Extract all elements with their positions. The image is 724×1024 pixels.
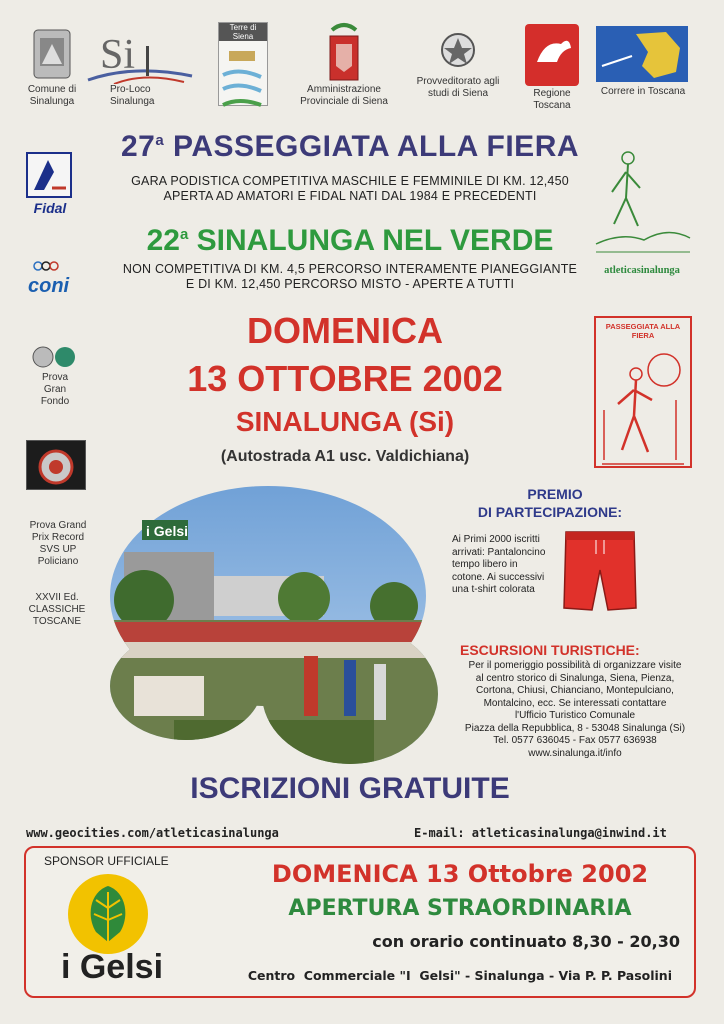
escursioni-line: Tel. 0577 636045 - Fax 0577 636938 bbox=[493, 735, 657, 746]
photo-sign-text: i Gelsi bbox=[146, 523, 189, 539]
race-photo-illustration bbox=[104, 480, 438, 770]
grand-prix-caption: Prova Grand Prix Record SVS UP Policiano bbox=[29, 520, 87, 567]
event2-title-text: SINALUNGA NEL VERDE bbox=[196, 224, 554, 257]
stamp-title: PASSEGGIATA ALLA FIERA bbox=[605, 322, 681, 340]
escursioni-text bbox=[440, 660, 710, 760]
logo-correre bbox=[596, 26, 690, 98]
escursioni-line: Per il pomeriggio possibilità di organizzare visite bbox=[468, 660, 682, 671]
sponsor-opening: APERTURA STRAORDINARIA bbox=[288, 896, 632, 921]
date-full: 13 OTTOBRE 2002 bbox=[187, 358, 503, 399]
sponsor-label: SPONSOR UFFICIALE bbox=[44, 854, 169, 868]
svg-text:coni: coni bbox=[28, 275, 70, 296]
event-photo bbox=[104, 480, 438, 770]
tuscany-map-icon bbox=[596, 26, 688, 82]
date-place: SINALUNGA (Si) bbox=[235, 406, 455, 437]
grand-prix-medal-icon bbox=[27, 441, 85, 489]
event2-desc-2: E DI KM. 12,450 PERCORSO MISTO - APERTE A TUTTI bbox=[185, 277, 515, 291]
shorts-icon bbox=[560, 524, 640, 616]
fidal-emblem-icon bbox=[26, 152, 72, 200]
event2-title bbox=[90, 224, 610, 258]
escursioni-title: ESCURSIONI TURISTICHE: bbox=[460, 642, 640, 658]
logo-proloco bbox=[84, 24, 196, 108]
event1-title bbox=[90, 130, 610, 164]
date-access: (Autostrada A1 usc. Valdichiana) bbox=[220, 448, 470, 465]
proloco-logo-icon bbox=[84, 24, 194, 84]
regione-caption: Regione Toscana bbox=[533, 88, 571, 111]
sponsor-box bbox=[24, 846, 696, 998]
escursioni-line: Montalcino, ecc. Se interessati contattare bbox=[483, 697, 667, 709]
stamp-illustration bbox=[594, 316, 692, 468]
proloco-caption: Pro-Loco Sinalunga bbox=[110, 84, 155, 107]
provincia-caption: Amministrazione Provinciale di Siena bbox=[300, 84, 388, 107]
logo-provveditorato bbox=[408, 28, 508, 100]
terre-landscape-icon bbox=[219, 41, 265, 111]
event1-sup: a bbox=[155, 132, 165, 149]
classiche-caption: XXVII Ed. CLASSICHE TOSCANE bbox=[28, 592, 86, 627]
atletica-label: atleticasinalunga bbox=[604, 265, 680, 276]
premio-title-1: PREMIO bbox=[527, 486, 583, 502]
event1-desc-1: GARA PODISTICA COMPETITIVA MASCHILE E FEMMINILE DI KM. 12,450 bbox=[131, 174, 569, 188]
pegasus-flag-icon bbox=[523, 22, 581, 88]
grand-prix-badge bbox=[26, 440, 86, 490]
correre-caption: Correre in Toscana bbox=[600, 86, 686, 97]
svg-text:Si: Si bbox=[100, 32, 136, 78]
logo-terre-di-siena bbox=[218, 22, 268, 106]
comune-crest-icon bbox=[28, 24, 76, 84]
sponsor-brand: i Gelsi bbox=[60, 948, 164, 986]
stamp-runner-icon bbox=[596, 340, 690, 470]
logo-comune bbox=[22, 24, 82, 108]
event2-number: 22 bbox=[146, 224, 180, 257]
gelsi-logo bbox=[66, 872, 150, 956]
escursioni-line: Piazza della Repubblica, 8 - 53048 Sinalunga (Si) bbox=[464, 722, 686, 734]
premio-title-2: DI PARTECIPAZIONE: bbox=[477, 504, 623, 520]
escursioni-line: www.sinalunga.it/info bbox=[528, 747, 622, 759]
escursioni-line: al centro storico di Sinalunga, Siena, Pienza, bbox=[475, 672, 675, 684]
gran-fondo-caption: Prova Gran Fondo bbox=[40, 372, 70, 407]
iscrizioni-gratuite: ISCRIZIONI GRATUITE bbox=[190, 772, 510, 805]
email-link[interactable]: E-mail: atleticasinalunga@inwind.it bbox=[414, 826, 667, 840]
shorts-image bbox=[560, 524, 640, 616]
gran-fondo-logo-icon bbox=[27, 344, 83, 370]
event1-desc-2: APERTA AD AMATORI E FIDAL NATI DAL 1984 E PRECEDENTI bbox=[163, 189, 537, 203]
coni-logo bbox=[24, 258, 78, 301]
event1-title-text: PASSEGGIATA ALLA FIERA bbox=[173, 130, 580, 163]
fidal-label: Fidal bbox=[33, 200, 67, 216]
sponsor-address: Centro Commerciale "I Gelsi" - Sinalunga - Via P. P. Pasolini bbox=[247, 968, 672, 983]
premio-text: Ai Primi 2000 iscritti arrivati: Pantaloncino tempo libero in cotone. Ai successivi una t-shirt colorata bbox=[452, 534, 546, 595]
terre-label: Terre di Siena bbox=[219, 23, 267, 41]
provveditorato-caption: Provveditorato agli studi di Siena bbox=[416, 76, 500, 99]
logo-regione bbox=[520, 22, 584, 112]
logo-provincia bbox=[296, 22, 392, 108]
comune-caption: Comune di Sinalunga bbox=[27, 84, 77, 107]
sponsor-hours: con orario continuato 8,30 - 20,30 bbox=[372, 932, 680, 951]
coni-rings-icon bbox=[24, 258, 76, 296]
escursioni-line: Cortona, Chiusi, Chianciano, Montepulciano, bbox=[476, 685, 674, 696]
date-day: DOMENICA bbox=[247, 310, 443, 351]
website-link[interactable]: www.geocities.com/atleticasinalunga bbox=[26, 826, 279, 840]
republic-emblem-icon bbox=[438, 28, 478, 76]
provincia-crest-icon bbox=[322, 22, 366, 84]
event1-number: 27 bbox=[120, 130, 156, 163]
event2-desc-1: NON COMPETITIVA DI KM. 4,5 PERCORSO INTERAMENTE PIANEGGIANTE bbox=[122, 262, 578, 276]
prova-gran-fondo bbox=[22, 344, 88, 408]
fidal-logo bbox=[26, 152, 74, 216]
event2-sup: a bbox=[179, 226, 189, 243]
sponsor-date: DOMENICA 13 Ottobre 2002 bbox=[271, 860, 649, 888]
escursioni-line: l'Ufficio Turistico Comunale bbox=[514, 710, 636, 721]
gelsi-leaf-icon bbox=[66, 872, 150, 956]
